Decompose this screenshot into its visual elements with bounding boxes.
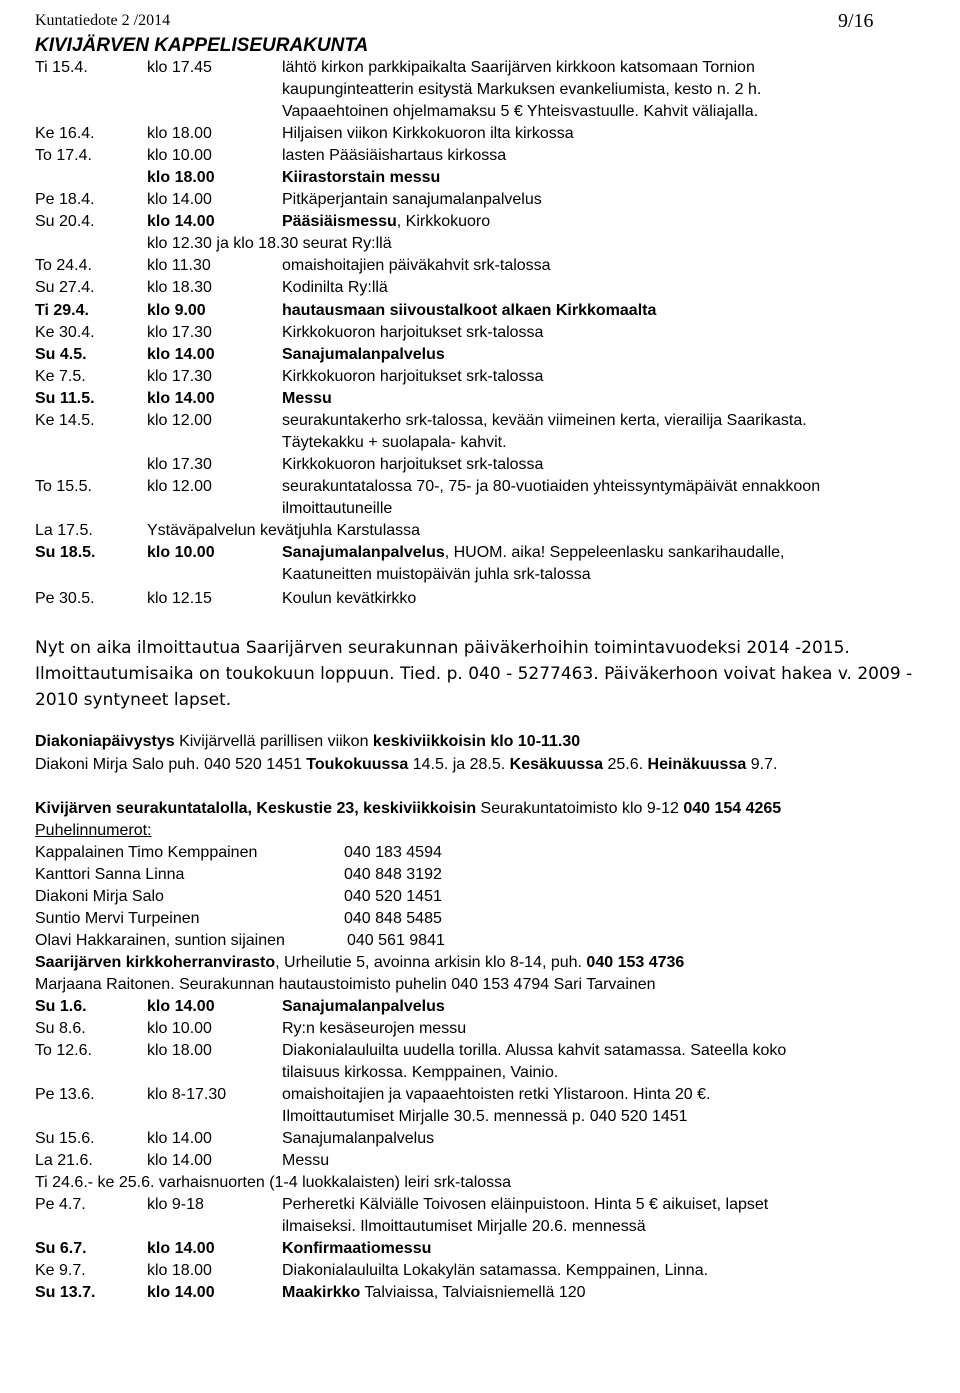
phone-entry bbox=[35, 932, 960, 954]
phone-name: Diakoni Mirja Salo bbox=[35, 888, 164, 905]
schedule-row bbox=[35, 566, 960, 588]
event-text: Sanajumalanpalvelus bbox=[282, 346, 445, 363]
event-text: Sanajumalanpalvelus bbox=[282, 1130, 435, 1147]
event-text: ilmaiseksi. Ilmoittautumiset Mirjalle 20.6. mennessä bbox=[282, 1218, 646, 1235]
schedule-row bbox=[35, 1174, 960, 1196]
phone-number: 040 848 3192 bbox=[344, 866, 442, 883]
event-title: Maakirkko bbox=[282, 1284, 361, 1301]
event-time: klo 14.00 bbox=[147, 1152, 212, 1169]
event-text: Pitkäperjantain sanajumalanpalvelus bbox=[282, 191, 542, 208]
event-text: hautausmaan siivoustalkoot alkaen Kirkkomaalta bbox=[282, 302, 657, 319]
event-text: seurakuntatalossa 70-, 75- ja 80-vuotiaiden yhteissyntymäpäivät ennakkoon bbox=[282, 478, 821, 495]
event-day: La 17.5. bbox=[35, 522, 93, 539]
page-title: KIVIJÄRVEN KAPPELISEURAKUNTA bbox=[35, 35, 369, 56]
event-time: klo 11.30 bbox=[147, 257, 211, 274]
diakonia-line-2 bbox=[35, 756, 777, 774]
schedule-row bbox=[35, 1042, 960, 1064]
event-time: klo 14.00 bbox=[147, 1240, 215, 1257]
event-text: seurakuntakerho srk-talossa, kevään viimeinen kerta, vierailija Saarikasta. bbox=[282, 412, 807, 429]
schedule-row bbox=[35, 522, 960, 544]
event-day: To 15.5. bbox=[35, 478, 92, 495]
saarijarvi-office-phone: 040 153 4736 bbox=[586, 954, 685, 971]
event-text: Kirkkokuoron harjoitukset srk-talossa bbox=[282, 324, 544, 341]
saarijarvi-office-line bbox=[35, 954, 684, 972]
schedule-row bbox=[35, 1218, 960, 1240]
event-text: Kodinilta Ry:llä bbox=[282, 279, 388, 296]
event-text: Vapaaehtoinen ohjelmamaksu 5 € Yhteisvastuulle. Kahvit väliajalla. bbox=[282, 103, 759, 120]
event-time: klo 12.00 bbox=[147, 478, 212, 495]
event-time: klo 14.00 bbox=[147, 390, 215, 407]
event-details: , HUOM. aika! Seppeleenlasku sankarihaudalle, bbox=[444, 544, 785, 561]
event-day: Pe 18.4. bbox=[35, 191, 95, 208]
event-day: Su 6.7. bbox=[35, 1240, 87, 1257]
phone-name: Kappalainen Timo Kemppainen bbox=[35, 844, 258, 861]
event-text: tilaisuus kirkossa. Kemppainen, Vainio. bbox=[282, 1064, 559, 1081]
diakonia-june-date: 25.6. bbox=[603, 756, 648, 773]
event-time: Ystäväpalvelun kevätjuhla Karstulassa bbox=[147, 522, 421, 539]
schedule-row bbox=[35, 1020, 960, 1042]
phone-name: Suntio Mervi Turpeinen bbox=[35, 910, 200, 927]
schedule-row bbox=[35, 998, 960, 1020]
event-day: Pe 30.5. bbox=[35, 590, 95, 607]
phone-entry bbox=[35, 866, 960, 888]
schedule-row bbox=[35, 1240, 960, 1262]
event-title: Pääsiäismessu bbox=[282, 213, 397, 230]
office-hours: Seurakuntatoimisto klo 9-12 bbox=[476, 800, 684, 817]
event-details: Talviaissa, Talviaisniemellä 120 bbox=[360, 1284, 586, 1301]
schedule-row bbox=[35, 213, 960, 235]
schedule-row bbox=[35, 279, 960, 301]
schedule-row bbox=[35, 478, 960, 500]
event-time: klo 18.00 bbox=[147, 1042, 212, 1059]
event-title: Sanajumalanpalvelus bbox=[282, 544, 445, 561]
diakonia-heading: Diakoniapäivystys bbox=[35, 733, 175, 750]
phone-number: 040 561 9841 bbox=[347, 932, 445, 949]
schedule-row bbox=[35, 191, 960, 213]
schedule-row bbox=[35, 1086, 960, 1108]
event-text: lasten Pääsiäishartaus kirkossa bbox=[282, 147, 507, 164]
event-time: klo 8-17.30 bbox=[147, 1086, 227, 1103]
schedule-row bbox=[35, 346, 960, 368]
schedule-row bbox=[35, 324, 960, 346]
schedule-row bbox=[35, 1064, 960, 1086]
event-day: La 21.6. bbox=[35, 1152, 93, 1169]
event-time: klo 17.30 bbox=[147, 368, 212, 385]
event-time: klo 14.00 bbox=[147, 191, 212, 208]
schedule-row bbox=[35, 590, 960, 612]
event-time: klo 18.00 bbox=[147, 1262, 212, 1279]
event-time: klo 14.00 bbox=[147, 1130, 212, 1147]
schedule-row bbox=[35, 1196, 960, 1218]
event-text: Kiirastorstain messu bbox=[282, 169, 441, 186]
event-text: Kirkkokuoron harjoitukset srk-talossa bbox=[282, 368, 544, 385]
event-text: Ilmoittautumiset Mirjalle 30.5. mennessä p. 040 520 1451 bbox=[282, 1108, 688, 1125]
diakonia-phone: Diakoni Mirja Salo puh. 040 520 1451 bbox=[35, 756, 307, 773]
event-text: lähtö kirkon parkkipaikalta Saarijärven kirkkoon katsomaan Tornion bbox=[282, 59, 755, 76]
event-day: Ti 15.4. bbox=[35, 59, 88, 76]
event-day: Su 8.6. bbox=[35, 1020, 86, 1037]
schedule-row bbox=[35, 125, 960, 147]
schedule-row bbox=[35, 103, 960, 125]
schedule-row bbox=[35, 81, 960, 103]
event-time: klo 18.00 bbox=[147, 125, 212, 142]
event-text: Täytekakku + suolapala- kahvit. bbox=[282, 434, 507, 451]
event-day: Ke 7.5. bbox=[35, 368, 86, 385]
event-text: omaishoitajien ja vapaaehtoisten retki Ylistaroon. Hinta 20 €. bbox=[282, 1086, 711, 1103]
diakonia-text: Kivijärvellä parillisen viikon bbox=[174, 733, 373, 750]
office-phone: 040 154 4265 bbox=[683, 800, 782, 817]
phone-name: Kanttori Sanna Linna bbox=[35, 866, 185, 883]
event-day: Ti 29.4. bbox=[35, 302, 89, 319]
event-day: To 12.6. bbox=[35, 1042, 92, 1059]
saarijarvi-office-heading: Saarijärven kirkkoherranvirasto bbox=[35, 954, 276, 971]
event-time: klo 12.00 bbox=[147, 412, 212, 429]
event-time: klo 14.00 bbox=[147, 1284, 215, 1301]
event-text: Messu bbox=[282, 390, 332, 407]
event-time: klo 17.30 bbox=[147, 324, 212, 341]
event-time: klo 12.30 ja klo 18.30 seurat Ry:llä bbox=[147, 235, 392, 252]
event-time: klo 18.30 bbox=[147, 279, 212, 296]
event-day: Pe 13.6. bbox=[35, 1086, 95, 1103]
event-day: Ke 9.7. bbox=[35, 1262, 86, 1279]
event-text: Ry:n kesäseurojen messu bbox=[282, 1020, 467, 1037]
schedule-row bbox=[35, 1108, 960, 1130]
diakonia-line-1 bbox=[35, 733, 580, 751]
event-text: Kaatuneitten muistopäivän juhla srk-talossa bbox=[282, 566, 591, 583]
event-time: klo 9.00 bbox=[147, 302, 206, 319]
event-day: Su 18.5. bbox=[35, 544, 96, 561]
schedule-row bbox=[35, 257, 960, 279]
schedule-row bbox=[35, 434, 960, 456]
schedule-row bbox=[35, 1130, 960, 1152]
event-text: Diakonialauluilta uudella torilla. Alussa kahvit satamassa. Sateella koko bbox=[282, 1042, 787, 1059]
event-day: Su 13.7. bbox=[35, 1284, 96, 1301]
event-day: Ke 30.4. bbox=[35, 324, 95, 341]
event-day: To 17.4. bbox=[35, 147, 92, 164]
event-time: klo 14.00 bbox=[147, 998, 215, 1015]
office-line bbox=[35, 800, 781, 818]
event-text: Perheretki Kälviälle Toivosen eläinpuistoon. Hinta 5 € aikuiset, lapset bbox=[282, 1196, 769, 1213]
saarijarvi-office-text: , Urheilutie 5, avoinna arkisin klo 8-14, puh. bbox=[275, 954, 587, 971]
event-time: klo 10.00 bbox=[147, 147, 212, 164]
event-time: klo 9-18 bbox=[147, 1196, 204, 1213]
diakonia-may-dates: 14.5. ja 28.5. bbox=[408, 756, 510, 773]
schedule-row bbox=[35, 169, 960, 191]
event-time: klo 10.00 bbox=[147, 1020, 212, 1037]
schedule-row bbox=[35, 1284, 960, 1306]
event-text: Konfirmaatiomessu bbox=[282, 1240, 432, 1257]
event-day: Ti 24.6.- ke 25.6. varhaisnuorten (1-4 luokkalaisten) leiri srk-talossa bbox=[35, 1174, 512, 1191]
schedule-row bbox=[35, 544, 960, 566]
event-time: klo 12.15 bbox=[147, 590, 212, 607]
event-time: klo 14.00 bbox=[147, 346, 215, 363]
event-text: omaishoitajien päiväkahvit srk-talossa bbox=[282, 257, 551, 274]
schedule-row bbox=[35, 1152, 960, 1174]
event-text bbox=[282, 1284, 586, 1302]
phone-number: 040 520 1451 bbox=[344, 888, 442, 905]
event-text: Koulun kevätkirkko bbox=[282, 590, 417, 607]
event-day: To 24.4. bbox=[35, 257, 92, 274]
event-day: Su 11.5. bbox=[35, 390, 95, 407]
diakonia-june: Kesäkuussa bbox=[509, 756, 604, 773]
event-time: klo 17.45 bbox=[147, 59, 212, 76]
event-text: Messu bbox=[282, 1152, 330, 1169]
event-text: Kirkkokuoron harjoitukset srk-talossa bbox=[282, 456, 544, 473]
event-day: Su 1.6. bbox=[35, 998, 87, 1015]
diakonia-july-date: 9.7. bbox=[746, 756, 778, 773]
event-day: Su 15.6. bbox=[35, 1130, 95, 1147]
phone-entry bbox=[35, 888, 960, 910]
event-day: Su 27.4. bbox=[35, 279, 95, 296]
diakonia-may: Toukokuussa bbox=[306, 756, 409, 773]
phone-number: 040 183 4594 bbox=[344, 844, 442, 861]
schedule-row bbox=[35, 500, 960, 522]
event-time: klo 17.30 bbox=[147, 456, 212, 473]
event-text: Hiljaisen viikon Kirkkokuoron ilta kirkossa bbox=[282, 125, 574, 142]
phone-entry bbox=[35, 910, 960, 932]
event-text bbox=[282, 544, 784, 562]
diakonia-july: Heinäkuussa bbox=[647, 756, 747, 773]
schedule-row bbox=[35, 1262, 960, 1284]
schedule-row bbox=[35, 390, 960, 412]
schedule-row bbox=[35, 59, 960, 81]
event-text: Sanajumalanpalvelus bbox=[282, 998, 445, 1015]
diakonia-time: keskiviikkoisin klo 10-11.30 bbox=[372, 733, 581, 750]
event-text bbox=[282, 213, 490, 231]
office-heading: Kivijärven seurakuntatalolla, Keskustie 23, keskiviikkoisin bbox=[35, 800, 477, 817]
event-day: Ke 16.4. bbox=[35, 125, 95, 142]
event-text: ilmoittautuneille bbox=[282, 500, 393, 517]
event-day: Su 20.4. bbox=[35, 213, 95, 230]
phone-name: Olavi Hakkarainen, suntion sijainen bbox=[35, 932, 285, 949]
event-time: klo 10.00 bbox=[147, 544, 215, 561]
event-day: Su 4.5. bbox=[35, 346, 87, 363]
schedule-row bbox=[35, 302, 960, 324]
schedule-row bbox=[35, 368, 960, 390]
schedule-row bbox=[35, 412, 960, 434]
saarijarvi-office-line-2: Marjaana Raitonen. Seurakunnan hautaustoimisto puhelin 040 153 4794 Sari Tarvainen bbox=[35, 976, 656, 993]
page-number: 9/16 bbox=[838, 10, 874, 32]
event-time: klo 18.00 bbox=[147, 169, 215, 186]
header-left: Kuntatiedote 2 /2014 bbox=[35, 12, 171, 29]
phone-entry bbox=[35, 844, 960, 866]
event-text: kaupunginteatterin esitystä Markuksen evankeliumista, kesto n. 2 h. bbox=[282, 81, 762, 98]
event-day: Pe 4.7. bbox=[35, 1196, 86, 1213]
event-time: klo 14.00 bbox=[147, 213, 215, 230]
schedule-row bbox=[35, 456, 960, 478]
event-text: Diakonialauluilta Lokakylän satamassa. Kemppainen, Linna. bbox=[282, 1262, 709, 1279]
event-details: , Kirkkokuoro bbox=[396, 213, 491, 230]
event-day: Ke 14.5. bbox=[35, 412, 95, 429]
schedule-row bbox=[35, 235, 960, 257]
phone-number: 040 848 5485 bbox=[344, 910, 442, 927]
phones-label: Puhelinnumerot: bbox=[35, 822, 152, 839]
daycare-notice: Nyt on aika ilmoittautua Saarijärven seurakunnan päiväkerhoihin toimintavuodeksi 2014 -2015. Ilmoittautumisaika on toukokuun loppuun. Tied. p. 040 - 5277463. Päiväkerhoon voivat hakea v. 2009 - 2010 syntyneet lapset. bbox=[35, 638, 913, 710]
schedule-row bbox=[35, 147, 960, 169]
